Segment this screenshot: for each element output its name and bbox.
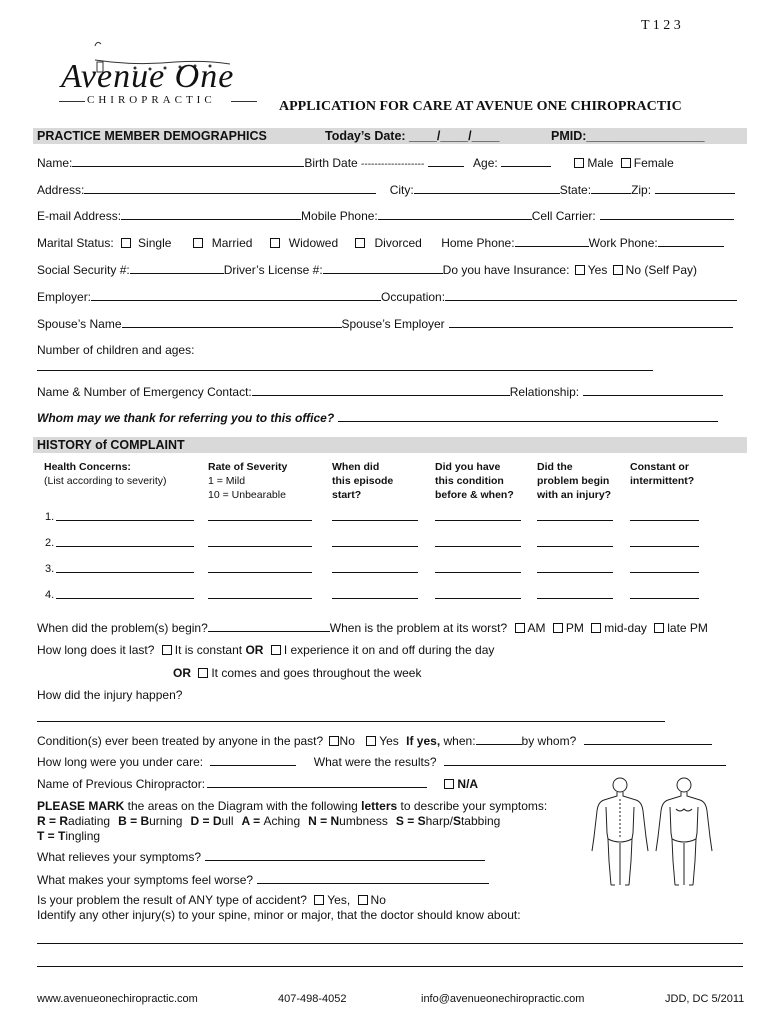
name-label: Name: [37,156,73,170]
please-mark-label: PLEASE MARK [37,799,125,813]
spouse-row [37,316,733,331]
history-row-number: 4. [45,589,55,601]
work-phone-label: Work Phone: [588,236,658,250]
problem-begin-label: When did the problem(s) begin? [37,621,208,635]
history-row-field[interactable] [435,520,521,521]
legend-item: D = Dull [190,814,234,828]
history-row-field[interactable] [208,598,312,599]
letters-label: letters [361,799,398,813]
worse-field[interactable] [257,872,489,884]
history-row-field[interactable] [630,598,699,599]
severity-mild: 1 = Mild [208,475,246,487]
health-concerns-sub: (List according to severity) [44,475,167,487]
email-label: E-mail Address: [37,209,122,223]
mobile-field[interactable] [378,208,532,220]
problem-line-3: with an injury? [537,489,612,501]
body-diagram[interactable] [580,775,730,890]
cell-carrier-label: Cell Carrier: [531,209,596,223]
footer-revision: JDD, DC 5/2011 [665,993,745,1005]
female-label: Female [633,156,674,170]
name-field[interactable] [72,155,304,167]
referral-label: Whom may we thank for referring you to this office? [37,411,335,425]
problem-begin-field[interactable] [208,620,330,632]
am-checkbox[interactable] [515,623,525,633]
referral-field[interactable] [338,410,718,422]
emergency-field[interactable] [252,384,510,396]
age-field[interactable] [501,155,551,167]
history-row-field[interactable] [537,572,613,573]
legend-item: B = Burning [118,814,183,828]
divorced-label: Divorced [374,236,422,250]
history-row-field[interactable] [630,520,699,521]
relationship-field[interactable] [583,384,723,396]
pm-checkbox[interactable] [553,623,563,633]
history-heading: HISTORY of COMPLAINT [37,438,185,452]
results-label: What were the results? [313,755,437,769]
worst-label: When is the problem at its worst? [329,621,508,635]
condition-line-2: this condition [435,475,504,487]
footer-phone: 407-498-4052 [278,993,347,1005]
health-concerns-title: Health Concerns: [44,461,131,473]
worse-label: What makes your symptoms feel worse? [37,873,254,887]
email-row [37,208,734,223]
or-label-2: OR [173,666,191,680]
male-label: Male [587,156,614,170]
address-field[interactable] [84,182,376,194]
widowed-checkbox[interactable] [270,238,280,248]
midday-label: mid-day [604,621,647,635]
relieves-field[interactable] [205,849,485,861]
condition-header [435,460,514,502]
treated-no-checkbox[interactable] [329,736,339,746]
treated-label: Condition(s) ever been treated by anyone in the past? [37,734,324,748]
tingling-rest: ingling [65,829,101,843]
legend-word-first: N [330,814,340,828]
how-long-label: How long does it last? [37,643,155,657]
widowed-label: Widowed [288,236,339,250]
problem-header [537,460,611,502]
drivers-license-label: Driver’s License #: [223,263,323,277]
occupation-label: Occupation: [381,290,446,304]
episode-line-2: this episode [332,475,394,487]
pmid-label: PMID:_________________ [551,129,705,143]
name-row [37,155,674,170]
condition-line-3: before & when? [435,489,514,501]
history-row-number: 2. [45,537,55,549]
insurance-no-checkbox[interactable] [613,265,623,275]
legend-letter: D [190,814,200,828]
na-checkbox[interactable] [444,779,454,789]
divorced-checkbox[interactable] [355,238,365,248]
logo-brand: Avenue One [61,58,235,95]
legend-word-rest: urning [149,814,183,828]
age-label: Age: [473,156,498,170]
legend-letter: A [241,814,250,828]
zip-field[interactable] [655,182,735,194]
relieves-label: What relieves your symptoms? [37,850,202,864]
legend-letter: N [308,814,317,828]
constant-label: It is constant [174,643,243,657]
history-row-field[interactable] [537,546,613,547]
logo-subtitle: CHIROPRACTIC [87,94,216,106]
treated-yes-checkbox[interactable] [366,736,376,746]
late-pm-label: late PM [667,621,708,635]
legend-word-rest: umbness [339,814,388,828]
other-injury-field-1[interactable] [37,943,743,944]
emergency-label: Name & Number of Emergency Contact: [37,385,252,399]
treated-no-label: No [339,734,355,748]
address-label: Address: [37,183,85,197]
please-mark-text-2: to describe your symptoms: [397,799,548,813]
legend-item: S = Sharp/ [395,814,453,828]
under-care-label: How long were you under care: [37,755,204,769]
legend-letter: S [395,814,404,828]
history-row-field[interactable] [435,572,521,573]
children-label: Number of children and ages: [37,343,195,357]
other-injury-field-2[interactable] [37,966,743,967]
insurance-yes-checkbox[interactable] [575,265,585,275]
injury-field[interactable] [37,721,665,722]
history-row-field[interactable] [56,598,194,599]
accident-yes-label: Yes, [327,893,351,907]
email-field[interactable] [121,208,301,220]
accident-no-checkbox[interactable] [358,895,368,905]
other-injury-label: Identify any other injury(s) to your spine, minor or major, that the doctor should know about: [37,908,521,922]
history-row-field[interactable] [56,520,194,521]
legend-item: A = Aching [241,814,301,828]
history-row-field[interactable] [435,546,521,547]
legend-word-rest: Aching [263,814,301,828]
history-row-field[interactable] [208,572,312,573]
legend-items [37,814,453,828]
am-label: AM [527,621,546,635]
problem-line-2: problem begin [537,475,610,487]
worse-row [37,872,489,887]
children-field[interactable] [37,370,653,371]
birth-date-dashes: ------------------- [361,159,425,170]
legend-letter: R [37,814,46,828]
history-row-field[interactable] [537,598,613,599]
demographics-heading: PRACTICE MEMBER DEMOGRAPHICS [37,129,267,143]
accident-row [37,893,386,907]
single-label: Single [138,236,172,250]
female-checkbox[interactable] [621,158,631,168]
midday-checkbox[interactable] [591,623,601,633]
history-row-field[interactable] [630,546,699,547]
legend-word-first: B [140,814,150,828]
state-label: State: [559,183,592,197]
episode-header [332,460,393,502]
how-long-row [37,643,494,657]
history-row-field[interactable] [537,520,613,521]
injury-label: How did the injury happen? [37,688,183,702]
problem-line-1: Did the [537,461,573,473]
accident-yes-checkbox[interactable] [314,895,324,905]
emergency-row [37,384,723,399]
drivers-license-field[interactable] [323,262,443,274]
history-row-field[interactable] [332,598,418,599]
history-row-field[interactable] [332,572,418,573]
spouse-employer-label: Spouse’s Employer [341,317,445,331]
stabbing-first: S [452,814,461,828]
city-label: City: [389,183,414,197]
constant-line-2: intermittent? [630,475,695,487]
condition-line-1: Did you have [435,461,501,473]
history-row-field[interactable] [332,546,418,547]
legend-word-rest: adiating [68,814,111,828]
comes-goes-row [173,666,421,680]
results-field[interactable] [444,754,726,766]
insurance-yes-label: Yes [587,263,608,277]
employer-label: Employer: [37,290,92,304]
male-checkbox[interactable] [574,158,584,168]
history-row-field[interactable] [630,572,699,573]
ssn-field[interactable] [130,262,224,274]
treated-yes-label: Yes [379,734,399,748]
na-label: N/A [457,777,479,791]
history-row-field[interactable] [56,546,194,547]
on-off-checkbox[interactable] [271,645,281,655]
ssn-row [37,262,697,277]
city-field[interactable] [414,182,560,194]
episode-line-1: When did [332,461,380,473]
footer-website[interactable]: www.avenueonechiropractic.com [37,993,198,1005]
if-yes-label: If yes, [406,734,441,748]
cell-carrier-field[interactable] [600,208,734,220]
prev-chiro-field[interactable] [207,776,427,788]
mobile-label: Mobile Phone: [301,209,378,223]
tingling-letter: T [37,829,45,843]
work-phone-field[interactable] [658,235,724,247]
under-care-row [37,754,726,769]
history-row-field[interactable] [435,598,521,599]
todays-date-label: Today’s Date: ____/____/____ [325,129,500,143]
legend-word-rest: harp/ [425,814,453,828]
legend-item: N = Numbness [308,814,388,828]
please-mark-text-1: the areas on the Diagram with the following [124,799,362,813]
when-field[interactable] [476,733,522,745]
severity-header [208,460,287,502]
on-off-label: I experience it on and off during the day [283,643,495,657]
married-label: Married [211,236,253,250]
employer-row [37,289,737,304]
ssn-label: Social Security #: [37,263,130,277]
by-whom-field[interactable] [584,733,712,745]
referral-row [37,410,718,425]
spouse-name-field[interactable] [122,316,342,328]
treated-row [37,733,712,748]
birth-date-label: Birth Date [304,156,358,170]
under-care-field[interactable] [210,754,296,766]
married-checkbox[interactable] [193,238,203,248]
history-row-number: 1. [45,511,55,523]
demographics-band [33,128,747,144]
relationship-label: Relationship: [509,385,580,399]
birth-date-field[interactable] [428,155,464,167]
home-phone-field[interactable] [515,235,589,247]
marital-row [37,235,724,250]
or-label-1: OR [245,643,264,657]
comes-goes-label: It comes and goes throughout the week [211,666,422,680]
history-row-field[interactable] [208,520,312,521]
prev-chiro-row [37,776,478,791]
legend-word-first: R [59,814,69,828]
home-phone-label: Home Phone: [441,236,515,250]
spouse-employer-field[interactable] [449,316,733,328]
late-pm-checkbox[interactable] [654,623,664,633]
occupation-field[interactable] [445,289,737,301]
accident-label: Is your problem the result of ANY type of accident? [37,893,307,907]
constant-checkbox[interactable] [162,645,172,655]
logo-rule-left [59,101,85,102]
insurance-no-label: No (Self Pay) [625,263,698,277]
symptom-legend [37,814,500,828]
accident-no-label: No [370,893,386,907]
prev-chiro-label: Name of Previous Chiropractor: [37,777,206,791]
health-concerns-header [44,460,167,488]
legend-word-first: D [212,814,222,828]
severity-title: Rate of Severity [208,461,288,473]
footer-email[interactable]: info@avenueonechiropractic.com [421,993,585,1005]
constant-header [630,460,694,488]
by-whom-label: by whom? [521,734,577,748]
spouse-name-label: Spouse’s Name [37,317,122,331]
history-row-field[interactable] [332,520,418,521]
tingling-first: T [58,829,66,843]
please-mark-row [37,799,547,813]
address-row [37,182,735,197]
state-field[interactable] [591,182,631,194]
marital-status-label: Marital Status: [37,236,114,250]
history-band [33,437,747,453]
history-row-number: 3. [45,563,55,575]
logo-rule-right [231,101,257,102]
tingling-legend: T = Tingling [37,829,101,843]
relieves-row [37,849,485,864]
legend-item: R = Radiating [37,814,111,828]
problem-begin-row [37,620,708,635]
episode-line-3: start? [332,489,362,501]
stabbing-rest: tabbing [460,814,501,828]
legend-word-first: S [417,814,426,828]
single-checkbox[interactable] [121,238,131,248]
zip-label: Zip: [631,183,652,197]
constant-line-1: Constant or [630,461,689,473]
insurance-label: Do you have Insurance: [442,263,570,277]
legend-word-rest: ull [221,814,234,828]
body-diagram-art [580,775,730,890]
employer-field[interactable] [91,289,381,301]
severity-unbearable: 10 = Unbearable [208,489,286,501]
when-label: when: [443,734,476,748]
pm-label: PM [565,621,584,635]
history-row-field[interactable] [56,572,194,573]
page-title: APPLICATION FOR CARE AT AVENUE ONE CHIROPRACTIC [279,99,682,114]
form-code: T 1 2 3 [641,18,681,33]
comes-goes-checkbox[interactable] [198,668,208,678]
legend-letter: B [118,814,127,828]
logo [55,38,265,118]
history-row-field[interactable] [208,546,312,547]
